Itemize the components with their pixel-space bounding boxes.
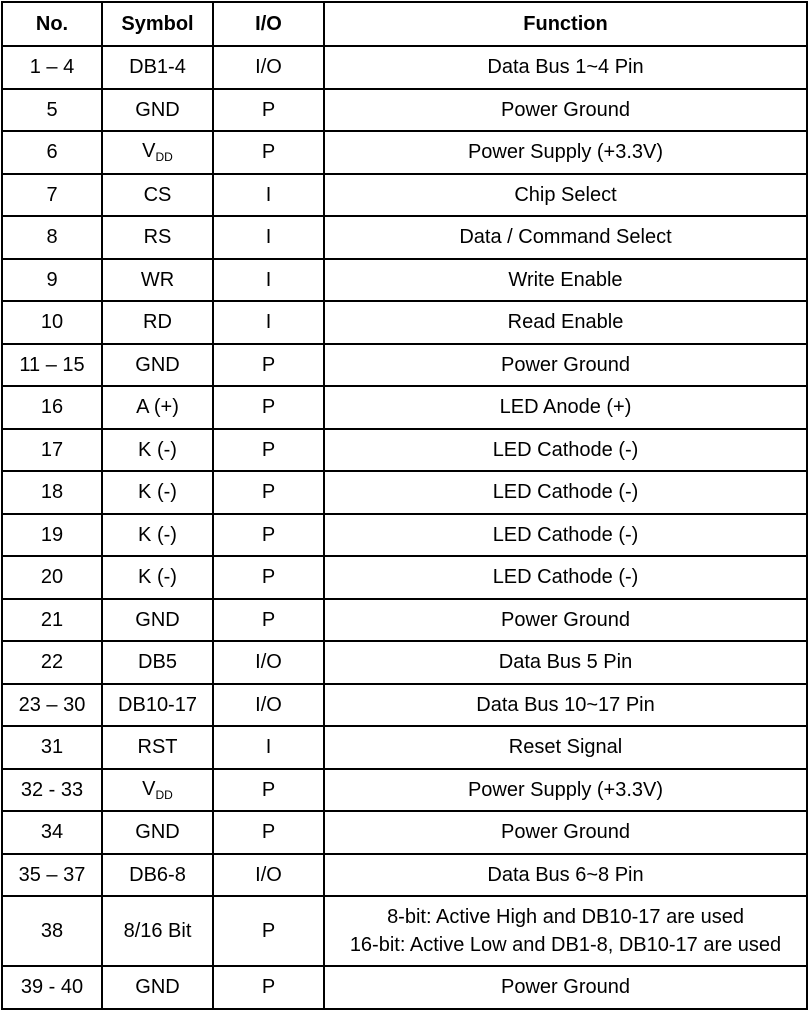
pin-function: Power Ground bbox=[324, 344, 807, 387]
table-row bbox=[2, 811, 807, 854]
pin-symbol-text: RS bbox=[143, 226, 172, 249]
pin-function: LED Anode (+) bbox=[324, 386, 807, 429]
table-row bbox=[2, 599, 807, 642]
pin-symbol-text: K (-) bbox=[138, 566, 177, 589]
table-row bbox=[2, 131, 807, 174]
table-row bbox=[2, 301, 807, 344]
pin-io-type: P bbox=[213, 966, 324, 1009]
pin-io-type: I bbox=[213, 259, 324, 302]
pin-symbol bbox=[102, 131, 213, 174]
table-row bbox=[2, 216, 807, 259]
pin-io-type: I/O bbox=[213, 46, 324, 89]
pin-number: 17 bbox=[2, 429, 102, 472]
pin-function: Read Enable bbox=[324, 301, 807, 344]
pin-symbol-text: DB6-8 bbox=[129, 863, 186, 886]
pin-function: Power Supply (+3.3V) bbox=[324, 769, 807, 812]
pin-symbol bbox=[102, 811, 213, 854]
pin-symbol bbox=[102, 216, 213, 259]
pin-symbol bbox=[102, 966, 213, 1009]
pin-symbol-text: RD bbox=[143, 311, 172, 334]
pin-function: Power Supply (+3.3V) bbox=[324, 131, 807, 174]
pin-number: 10 bbox=[2, 301, 102, 344]
pin-io-type: I bbox=[213, 174, 324, 217]
pin-number: 9 bbox=[2, 259, 102, 302]
table-row bbox=[2, 641, 807, 684]
pin-function: Power Ground bbox=[324, 89, 807, 132]
pin-function-line: 16-bit: Active Low and DB1-8, DB10-17 are used bbox=[349, 934, 782, 956]
pin-symbol-text: K (-) bbox=[138, 523, 177, 546]
pin-io-type: P bbox=[213, 131, 324, 174]
pin-symbol-text: GND bbox=[135, 821, 180, 844]
pin-function: Power Ground bbox=[324, 811, 807, 854]
pin-symbol-text: DB10-17 bbox=[118, 693, 197, 716]
table-row bbox=[2, 514, 807, 557]
pin-number: 19 bbox=[2, 514, 102, 557]
pin-symbol-text: GND bbox=[135, 353, 180, 376]
pin-symbol bbox=[102, 514, 213, 557]
pin-function bbox=[324, 896, 807, 966]
pin-function: Power Ground bbox=[324, 599, 807, 642]
table-row bbox=[2, 174, 807, 217]
table-row bbox=[2, 471, 807, 514]
pin-io-type: P bbox=[213, 471, 324, 514]
pin-symbol-text: GND bbox=[135, 608, 180, 631]
pin-io-type: I bbox=[213, 216, 324, 259]
pin-number: 39 - 40 bbox=[2, 966, 102, 1009]
pin-number: 7 bbox=[2, 174, 102, 217]
pin-symbol bbox=[102, 344, 213, 387]
pin-symbol-text: GND bbox=[135, 976, 180, 999]
pin-number: 34 bbox=[2, 811, 102, 854]
pin-function-line: 8-bit: Active High and DB10-17 are used bbox=[387, 906, 744, 928]
pin-symbol-subscript: DD bbox=[155, 150, 173, 165]
header-function: Function bbox=[324, 2, 807, 46]
pin-io-type: I/O bbox=[213, 641, 324, 684]
pin-symbol-text: DB1-4 bbox=[129, 56, 186, 79]
pin-io-type: P bbox=[213, 769, 324, 812]
pin-function: Chip Select bbox=[324, 174, 807, 217]
pin-symbol-text: A (+) bbox=[136, 396, 179, 419]
pin-symbol bbox=[102, 429, 213, 472]
pin-number: 16 bbox=[2, 386, 102, 429]
pin-function: Reset Signal bbox=[324, 726, 807, 769]
pin-symbol-text: K (-) bbox=[138, 438, 177, 461]
table-row bbox=[2, 896, 807, 966]
pin-number: 35 – 37 bbox=[2, 854, 102, 897]
pin-number: 22 bbox=[2, 641, 102, 684]
pin-rows bbox=[2, 46, 807, 1009]
pin-symbol bbox=[102, 684, 213, 727]
pin-symbol-subscript: DD bbox=[155, 787, 173, 802]
pin-function: LED Cathode (-) bbox=[324, 471, 807, 514]
table-row bbox=[2, 46, 807, 89]
pin-number: 23 – 30 bbox=[2, 684, 102, 727]
pin-symbol bbox=[102, 301, 213, 344]
table-row bbox=[2, 684, 807, 727]
table-row bbox=[2, 429, 807, 472]
table-row bbox=[2, 89, 807, 132]
pin-function: Write Enable bbox=[324, 259, 807, 302]
pin-function: Data Bus 10~17 Pin bbox=[324, 684, 807, 727]
pin-symbol bbox=[102, 641, 213, 684]
pin-symbol bbox=[102, 556, 213, 599]
table-row bbox=[2, 344, 807, 387]
table-row bbox=[2, 386, 807, 429]
pin-io-type: P bbox=[213, 556, 324, 599]
table-row bbox=[2, 966, 807, 1009]
pin-symbol bbox=[102, 89, 213, 132]
pin-io-type: P bbox=[213, 429, 324, 472]
pin-number: 18 bbox=[2, 471, 102, 514]
table-row bbox=[2, 259, 807, 302]
pin-symbol-text: WR bbox=[140, 268, 175, 291]
pin-function: Data Bus 1~4 Pin bbox=[324, 46, 807, 89]
pin-number: 1 – 4 bbox=[2, 46, 102, 89]
pin-symbol bbox=[102, 896, 213, 966]
header-symbol: Symbol bbox=[102, 2, 213, 46]
pin-function: LED Cathode (-) bbox=[324, 556, 807, 599]
pin-io-type: I bbox=[213, 726, 324, 769]
pin-function: LED Cathode (-) bbox=[324, 514, 807, 557]
pin-symbol bbox=[102, 471, 213, 514]
pin-io-type: P bbox=[213, 811, 324, 854]
pin-symbol bbox=[102, 769, 213, 812]
pin-io-type: I/O bbox=[213, 854, 324, 897]
pin-io-type: P bbox=[213, 344, 324, 387]
pin-number: 6 bbox=[2, 131, 102, 174]
pin-symbol-text: V bbox=[142, 777, 156, 800]
header-io: I/O bbox=[213, 2, 324, 46]
pin-function: Data Bus 6~8 Pin bbox=[324, 854, 807, 897]
pin-function: Data Bus 5 Pin bbox=[324, 641, 807, 684]
pin-number: 21 bbox=[2, 599, 102, 642]
pin-io-type: P bbox=[213, 599, 324, 642]
pin-io-type: I bbox=[213, 301, 324, 344]
pin-number: 8 bbox=[2, 216, 102, 259]
pin-symbol-text: GND bbox=[135, 98, 180, 121]
pin-symbol-text: 8/16 Bit bbox=[123, 920, 192, 942]
pin-symbol-text: RST bbox=[137, 736, 178, 759]
pin-function: LED Cathode (-) bbox=[324, 429, 807, 472]
pin-symbol-text: CS bbox=[143, 183, 172, 206]
pin-table bbox=[1, 1, 808, 1010]
table-row bbox=[2, 854, 807, 897]
pin-io-type: P bbox=[213, 386, 324, 429]
pin-symbol bbox=[102, 726, 213, 769]
pin-number: 20 bbox=[2, 556, 102, 599]
pin-number: 11 – 15 bbox=[2, 344, 102, 387]
table-row bbox=[2, 556, 807, 599]
pin-symbol bbox=[102, 174, 213, 217]
header-row bbox=[2, 2, 807, 46]
pin-io-type: P bbox=[213, 89, 324, 132]
pin-symbol-text: K (-) bbox=[138, 481, 177, 504]
pin-io-type: I/O bbox=[213, 684, 324, 727]
pin-number: 32 - 33 bbox=[2, 769, 102, 812]
pin-symbol bbox=[102, 599, 213, 642]
pin-io-type: P bbox=[213, 896, 324, 966]
pin-symbol-text: V bbox=[142, 140, 156, 163]
table-row bbox=[2, 726, 807, 769]
header-no: No. bbox=[2, 2, 102, 46]
pin-symbol bbox=[102, 259, 213, 302]
pin-symbol-text: DB5 bbox=[138, 651, 177, 674]
pin-symbol bbox=[102, 854, 213, 897]
table-row bbox=[2, 769, 807, 812]
pin-symbol bbox=[102, 46, 213, 89]
pin-number: 31 bbox=[2, 726, 102, 769]
pin-number: 5 bbox=[2, 89, 102, 132]
pin-io-type: P bbox=[213, 514, 324, 557]
pin-function: Power Ground bbox=[324, 966, 807, 1009]
pin-symbol bbox=[102, 386, 213, 429]
pin-function: Data / Command Select bbox=[324, 216, 807, 259]
pin-number: 38 bbox=[2, 896, 102, 966]
